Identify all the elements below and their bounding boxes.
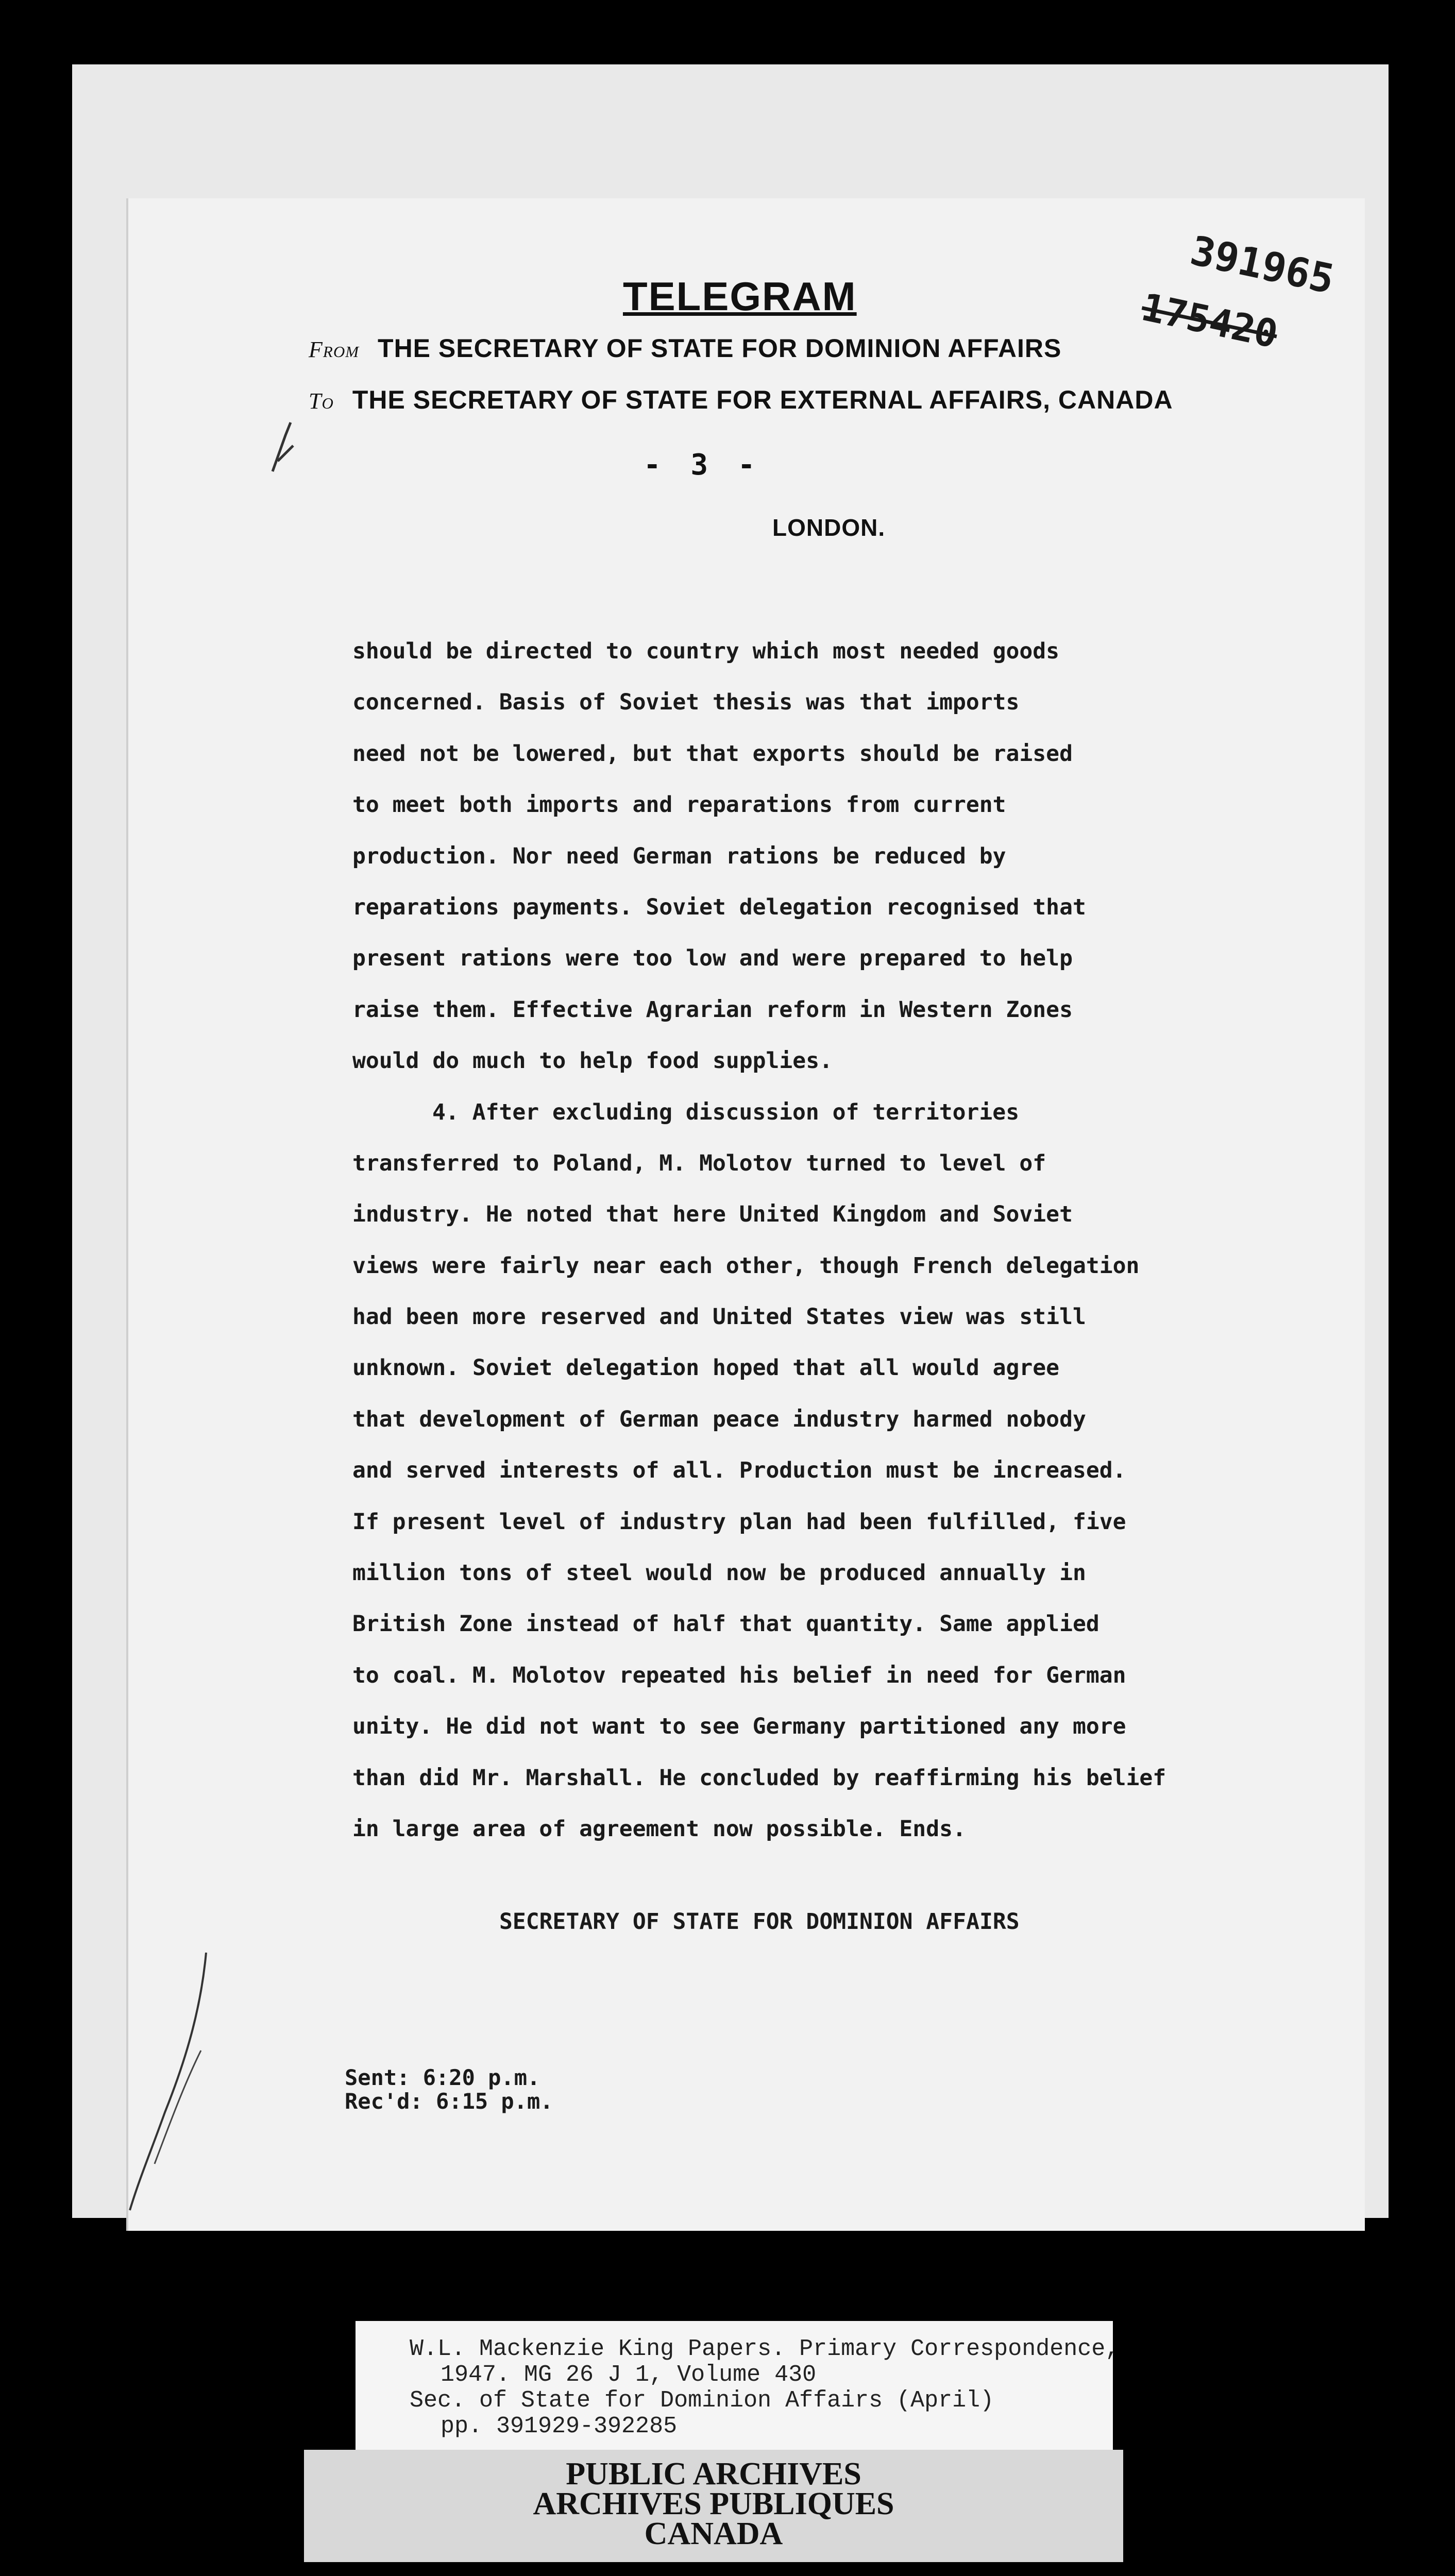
body-line: If present level of industry plan had been fulfilled, five [352,1509,1126,1535]
body-line: need not be lowered, but that exports should be raised [352,740,1073,767]
body-line: reparations payments. Soviet delegation recognised that [352,894,1086,920]
body-line: in large area of agreement now possible. Ends. [352,1816,966,1842]
telegram-body [352,626,1321,1855]
body-line: than did Mr. Marshall. He concluded by reaffirming his belief [352,1765,1166,1791]
label-line: 1947. MG 26 J 1, Volume 430 [441,2362,817,2388]
body-line: and served interests of all. Production must be increased. [352,1458,1126,1484]
label-line: W.L. Mackenzie King Papers. Primary Correspondence, [410,2336,1120,2362]
from-prefix: From [309,337,360,362]
body-line: British Zone instead of half that quantity. Same applied [352,1611,1099,1637]
from-sender: THE SECRETARY OF STATE FOR DOMINION AFFAIRS [378,334,1062,363]
body-line: would do much to help food supplies. [352,1048,833,1074]
corner-pen-mark [267,415,309,477]
body-line: had been more reserved and United States view was still [352,1304,1086,1330]
banner-line-country: CANADA [644,2516,783,2551]
paragraph-4-start: 4. After excluding discussion of territories [432,1099,1020,1125]
body-line: should be directed to country which most needed goods [352,638,1060,664]
body-line: transferred to Poland, M. Molotov turned to level of [352,1150,1046,1176]
signature-line: SECRETARY OF STATE FOR DOMINION AFFAIRS [499,1909,1020,1935]
place-of-origin: LONDON. [772,514,886,541]
archive-reference-label [356,2321,1120,2450]
body-line: production. Nor need German rations be reduced by [352,843,1006,869]
telegram-page [126,198,1365,2231]
body-line: that development of German peace industry harmed nobody [352,1406,1086,1432]
public-archives-banner [304,2450,1123,2562]
telegram-title: TELEGRAM [623,274,857,319]
pen-stroke-mark [124,1947,211,2215]
label-line: Sec. of State for Dominion Affairs (April) [410,2387,994,2414]
to-line [309,385,1173,415]
archive-reference-text [410,2336,1119,2439]
from-line [309,333,1061,363]
body-line: industry. He noted that here United Kingdom and Soviet [352,1201,1073,1228]
body-line: unity. He did not want to see Germany partitioned any more [352,1714,1126,1740]
label-line: pp. 391929-392285 [441,2413,678,2439]
page-number: - 3 - [644,448,755,482]
body-line: million tons of steel would now be produced annually in [352,1560,1086,1586]
body-line: views were fairly near each other, though French delegation [352,1252,1140,1279]
body-line: raise them. Effective Agrarian reform in Western Zones [352,996,1073,1023]
body-line: to meet both imports and reparations from current [352,792,1006,818]
struck-stamp-number: 175420 [1137,285,1282,357]
sent-time: Sent: 6:20 p.m. [345,2065,540,2090]
transmission-times [345,2066,553,2113]
body-line: to coal. M. Molotov repeated his belief in need for German [352,1662,1126,1688]
received-time: Rec'd: 6:15 p.m. [345,2089,553,2114]
body-line: concerned. Basis of Soviet thesis was that imports [352,689,1020,716]
banner-line-english: PUBLIC ARCHIVES [566,2456,861,2492]
archive-stamp-number: 391965 [1186,227,1339,303]
banner-line-french: ARCHIVES PUBLIQUES [533,2486,894,2521]
body-line: unknown. Soviet delegation hoped that all would agree [352,1355,1060,1381]
to-prefix: To [309,388,334,414]
to-recipient: THE SECRETARY OF STATE FOR EXTERNAL AFFAIRS, CANADA [352,385,1173,414]
body-line: present rations were too low and were prepared to help [352,945,1073,972]
